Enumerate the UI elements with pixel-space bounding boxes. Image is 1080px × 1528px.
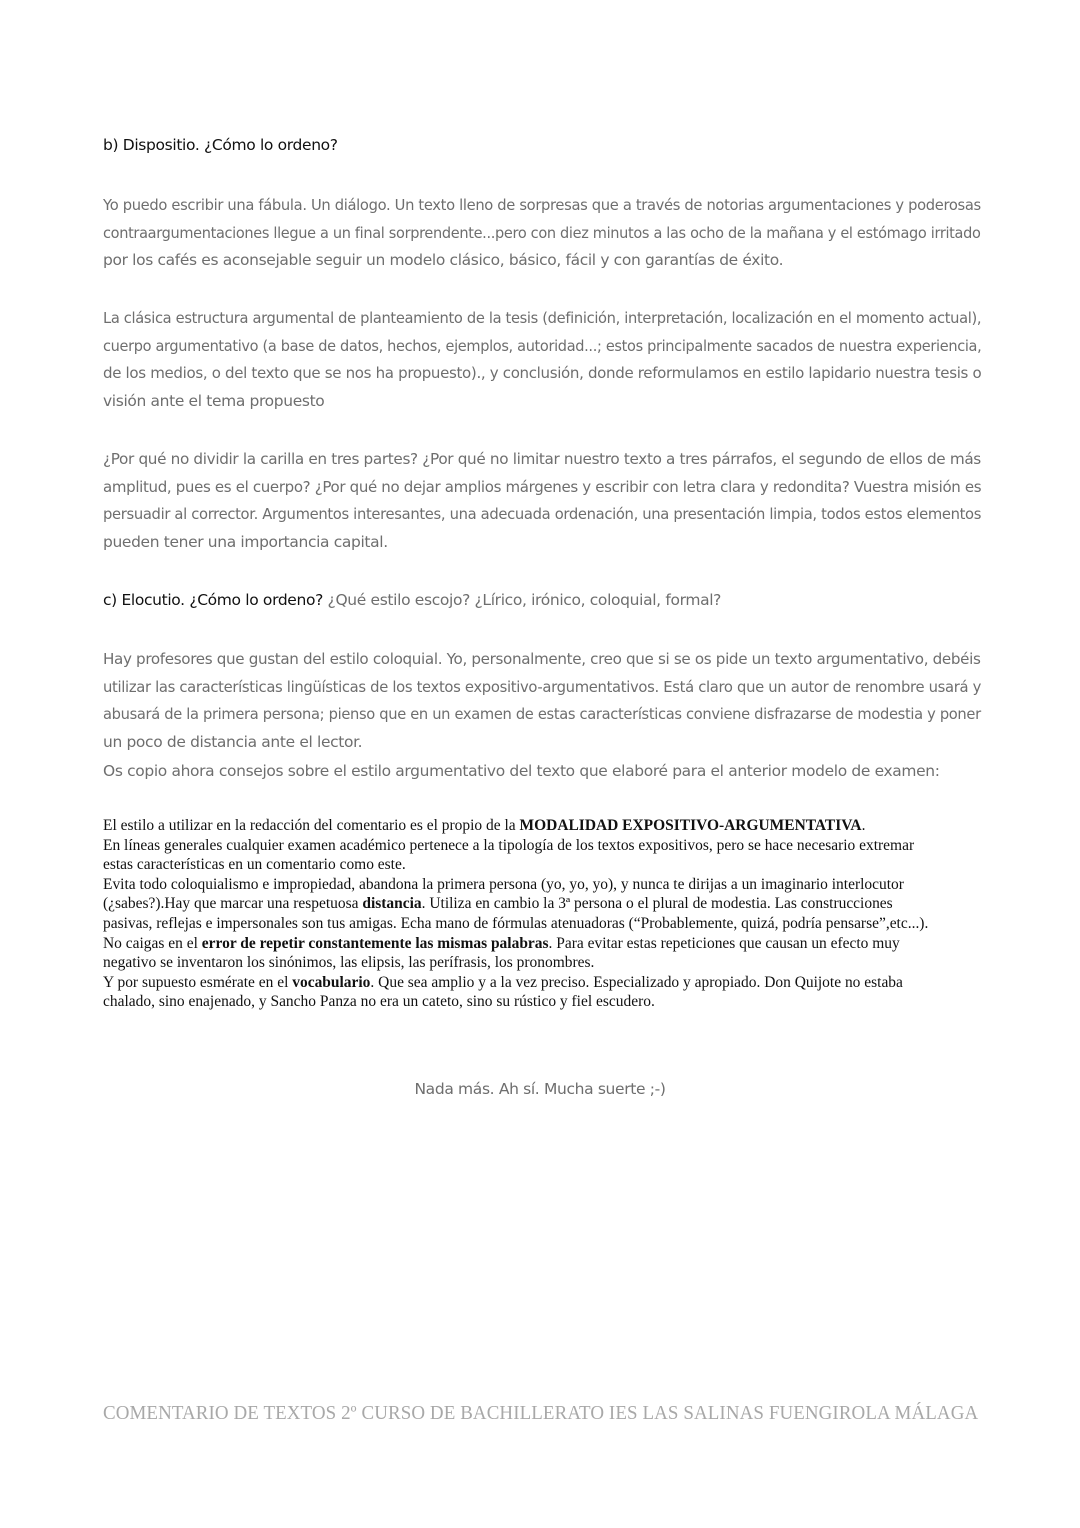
text-line: Os copio ahora consejos sobre el estilo argumentativo del texto que elaboré para el anterior modelo de examen: — [103, 762, 940, 780]
quote-text: . Utiliza en cambio la 3ª persona o el plural de modestia. Las construcciones — [421, 895, 893, 913]
quote-line: chalado, sino enajenado, y Sancho Panza no era un cateto, sino su rústico y fiel escudero. — [103, 993, 655, 1011]
text-line: Yo puedo escribir una fábula. Un diálogo. Un texto lleno de sorpresas que a través de notorias argumentaciones y poderosas — [103, 196, 981, 214]
section-b-paragraph-1 — [103, 192, 983, 275]
text-line: contraargumentaciones llegue a un final sorprendente...pero con diez minutos a las ocho de la mañana y el estómago irritado — [103, 223, 981, 242]
text-line: utilizar las características lingüísticas de los textos expositivo-argumentativos. Está claro que un autor de renombre usará y — [103, 677, 982, 696]
text-line: abusará de la primera persona; pienso que en un examen de estas características conviene disfrazarse de modestia y poner — [103, 705, 981, 723]
section-c-heading — [103, 591, 721, 609]
quote-text: . — [861, 817, 866, 834]
quote-bold: error de repetir constantemente las mismas palabras — [201, 934, 549, 952]
quote-text: . Para evitar estas repeticiones que causan un efecto muy — [548, 934, 900, 952]
section-c-paragraph-2 — [103, 758, 983, 786]
quote-text: Y por supuesto esmérate en el — [103, 973, 293, 991]
text-line: cuerpo argumentativo (a base de datos, hechos, ejemplos, autoridad...; estos principalmente sacados de nuestra experiencia, — [103, 336, 982, 355]
quote-line: Evita todo coloquialismo e impropiedad, abandona la primera persona (yo, yo, yo), y nunca te dirijas a un imaginario interlocutor — [103, 875, 904, 893]
quote-line: pasivas, reflejas e impersonales son tus amigas. Echa mano de fórmulas atenuadoras (“Probablemente, quizá, podría pensarse”,etc...). — [103, 914, 929, 932]
section-c-paragraph-1 — [103, 646, 983, 756]
text-line: La clásica estructura argumental de planteamiento de la tesis (definición, interpretación, localización en el momento actual), — [103, 309, 982, 327]
section-b-paragraph-2 — [103, 305, 983, 415]
text-line: pueden tener una importancia capital. — [103, 532, 388, 551]
text-line: por los cafés es aconsejable seguir un modelo clásico, básico, fácil y con garantías de éxito. — [103, 251, 784, 269]
text-line: amplitud, pues es el cuerpo? ¿Por qué no dejar amplios márgenes y escribir con letra clara y redondita? Vuestra misión es — [103, 477, 982, 496]
closing-line: Nada más. Ah sí. Mucha suerte ;-) — [414, 1080, 666, 1098]
quote-bold: distancia — [362, 895, 422, 913]
text-line: de los medios, o del texto que se nos ha propuesto)., y conclusión, donde reformulamos en estilo lapidario nuestra tesis o — [103, 364, 982, 382]
quote-line — [103, 894, 981, 914]
style-advice-quote — [103, 816, 983, 1012]
section-c-title: c) Elocutio. ¿Cómo lo ordeno? — [103, 591, 323, 609]
quote-bold: vocabulario — [292, 973, 371, 991]
text-line: un poco de distancia ante el lector. — [103, 732, 363, 751]
quote-line — [103, 934, 981, 954]
quote-text: El estilo a utilizar en la redacción del comentario es el propio de la — [103, 817, 520, 834]
text-line: persuadir al corrector. Argumentos interesantes, una adecuada ordenación, una presentación limpia, todos estos elementos — [103, 505, 982, 523]
quote-text: . Que sea amplio y a la vez preciso. Especializado y apropiado. Don Quijote no estaba — [370, 973, 903, 991]
section-b-paragraph-3 — [103, 446, 983, 556]
quote-text: (¿sabes?).Hay que marcar una respetuosa — [103, 895, 363, 913]
quote-line — [103, 973, 981, 993]
quote-text: No caigas en el — [103, 934, 202, 952]
quote-line: En líneas generales cualquier examen académico pertenece a la tipología de los textos expositivos, pero se hace necesario extremar — [103, 836, 915, 854]
quote-bold: MODALIDAD EXPOSITIVO-ARGUMENTATIVA — [519, 817, 862, 834]
text-line: ¿Por qué no dividir la carilla en tres partes? ¿Por qué no limitar nuestro texto a tres párrafos, el segundo de ellos de más — [103, 450, 981, 468]
section-b-heading: b) Dispositio. ¿Cómo lo ordeno? — [103, 136, 338, 154]
text-line: visión ante el tema propuesto — [103, 391, 325, 410]
page-footer: COMENTARIO DE TEXTOS 2º CURSO DE BACHILLERATO IES LAS SALINAS FUENGIROLA MÁLAGA — [103, 1403, 979, 1424]
text-line: Hay profesores que gustan del estilo coloquial. Yo, personalmente, creo que si se os pide un texto argumentativo, debéis — [103, 650, 981, 668]
quote-line: negativo se inventaron los sinónimos, las elipsis, las perífrasis, los pronombres. — [103, 954, 595, 972]
quote-line: estas características en un comentario como este. — [103, 856, 406, 874]
section-c-subtitle: ¿Qué estilo escojo? ¿Lírico, irónico, coloquial, formal? — [322, 591, 722, 609]
quote-line — [103, 816, 981, 836]
